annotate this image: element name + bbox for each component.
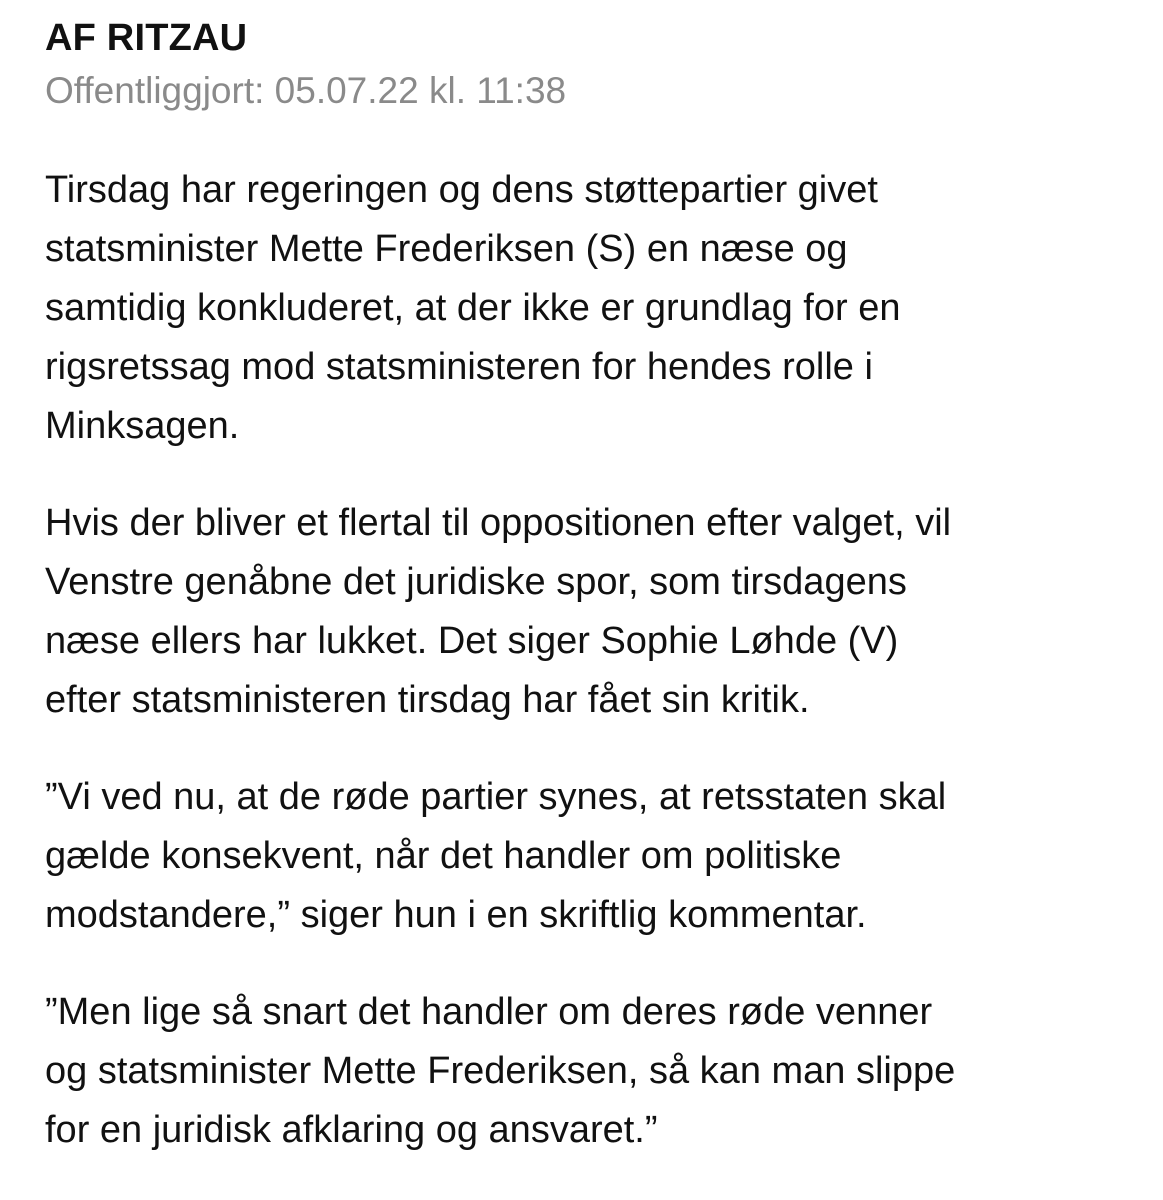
paragraph-line: Hvis der bliver et flertal til oppositionen efter valget, vil <box>45 502 952 544</box>
paragraph-line: rigsretssag mod statsministeren for hendes rolle i <box>45 346 873 388</box>
paragraph-line: næse ellers har lukket. Det siger Sophie Løhde (V) <box>45 620 899 662</box>
published-label: Offentliggjort: <box>45 70 265 111</box>
paragraph-line: gælde konsekvent, når det handler om politiske <box>45 835 842 877</box>
paragraph-line: Minksagen. <box>45 405 240 447</box>
paragraph-line: modstandere,” siger hun i en skriftlig kommentar. <box>45 894 867 936</box>
paragraph-line: ”Vi ved nu, at de røde partier synes, at retsstaten skal <box>45 776 947 818</box>
article-body <box>45 161 1123 1160</box>
paragraph-line: ”Men lige så snart det handler om deres røde venner <box>45 991 933 1033</box>
paragraph-2 <box>45 494 1123 730</box>
paragraph-line: efter statsministeren tirsdag har fået sin kritik. <box>45 679 810 721</box>
paragraph-line: Tirsdag har regeringen og dens støttepartier givet <box>45 169 878 211</box>
paragraph-1 <box>45 161 1123 456</box>
paragraph-4 <box>45 983 1123 1160</box>
paragraph-line: og statsminister Mette Frederiksen, så kan man slippe <box>45 1050 956 1092</box>
published-timestamp <box>45 67 1123 115</box>
byline: AF RITZAU <box>45 17 248 59</box>
paragraph-line: for en juridisk afklaring og ansvaret.” <box>45 1109 658 1151</box>
paragraph-line: Venstre genåbne det juridiske spor, som tirsdagens <box>45 561 907 603</box>
published-value: 05.07.22 kl. 11:38 <box>274 70 567 111</box>
paragraph-3 <box>45 768 1123 945</box>
paragraph-line: samtidig konkluderet, at der ikke er grundlag for en <box>45 287 901 329</box>
paragraph-line: statsminister Mette Frederiksen (S) en næse og <box>45 228 848 270</box>
